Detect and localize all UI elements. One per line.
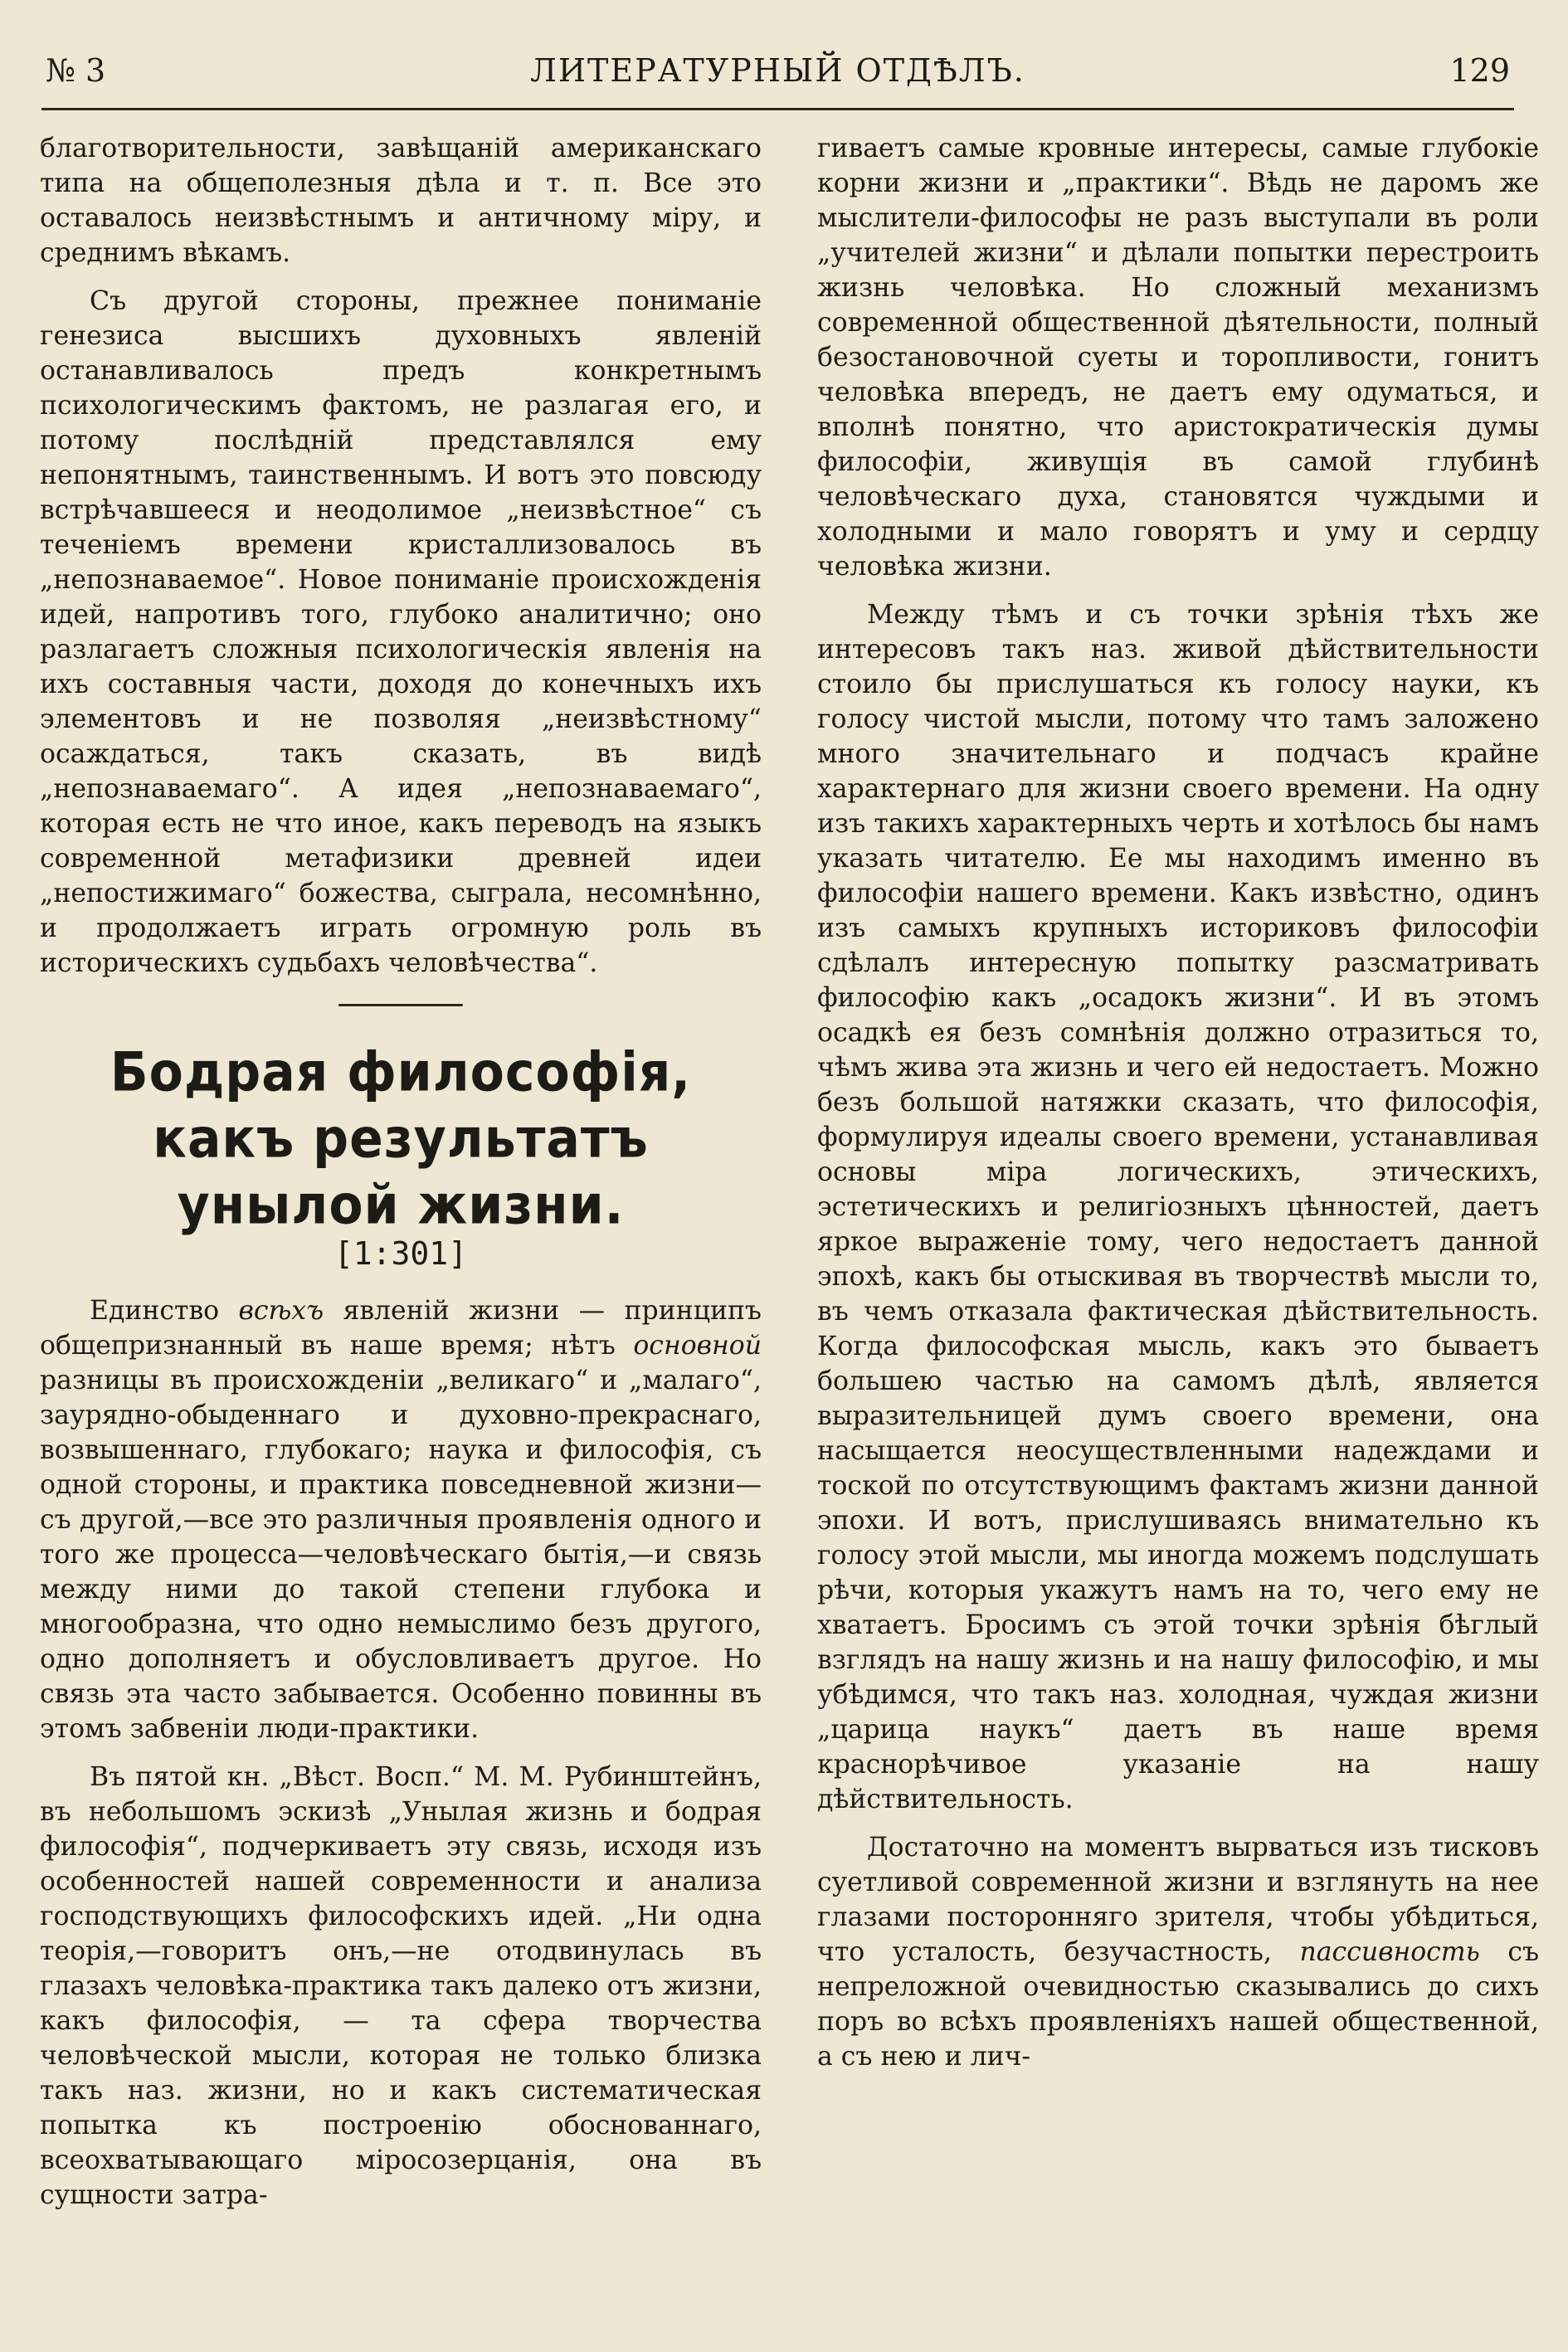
section-title: ЛИТЕРАТУРНЫЙ ОТДѢЛЪ. — [530, 52, 1025, 89]
paragraph: Въ пятой кн. „Вѣст. Восп.“ М. М. Рубинштейнъ, въ небольшомъ эскизѣ „Унылая жизнь и бодрая философiя“, подчеркиваетъ эту связь, исходя изъ особенностей нашей современности и анализа господствующихъ философскихъ идей. „Ни одна теорiя,—говоритъ онъ,—не отодвинулась въ глазахъ человѣка-практика такъ далеко отъ жизни, какъ философiя, — та сфера творчества человѣческой мысли, которая не только близка такъ наз. жизни, но и какъ систематическая попытка къ построенiю обоснованнаго, всеохватывающаго мiросозерцанiя, она въ сущности затра- — [40, 1762, 762, 2210]
paragraph — [40, 1293, 762, 1746]
italic-text: пассивность — [1299, 1937, 1480, 1967]
italic-text: основной — [633, 1331, 762, 1361]
section-divider — [338, 1004, 463, 1006]
text-run: Единство — [90, 1296, 239, 1326]
paragraph: Съ другой стороны, прежнее пониманiе генезиса высшихъ духовныхъ явленiй останавливалось предъ конкретнымъ психологическимъ фактомъ, не разлагая его, и потому послѣднiй представлялся ему непонятнымъ, таинственнымъ. И вотъ это повсюду встрѣчавшееся и неодолимое „неизвѣстное“ съ теченiемъ времени кристаллизовалось въ „непознаваемое“. Новое пониманiе происхожденiя идей, напротивъ того, глубоко аналитично; оно разлагаетъ сложныя психологическiя явленiя на ихъ составныя части, доходя до конечныхъ ихъ элементовъ и не позволяя „неизвѣстному“ осаждаться, такъ сказать, въ видѣ „непознаваемаго“. А идея „непознаваемаго“, которая есть не что иное, какъ переводъ на языкъ современной метафизики древней идеи „непостижимаго“ божества, сыграла, несомнѣнно, и продолжаетъ играть огромную роль въ историческихъ судьбахъ человѣчества“. — [40, 286, 762, 978]
left-column — [40, 131, 762, 2213]
text-run: Достаточно на моментъ вырваться изъ тисковъ суетливой современной жизни и взглянуть на нее глазами посторонняго зрителя, чтобы убѣдиться, что усталость, безучастность, — [817, 1833, 1539, 1967]
issue-number: № 3 — [46, 52, 106, 89]
paragraph: благотворительности, завѣщанiй американскаго типа на общеполезныя дѣла и т. п. Все это оставалось неизвѣстнымъ и античному мiру, и среднимъ вѣкамъ. — [40, 134, 762, 268]
article-reference: [1:301] — [334, 1235, 468, 1272]
paragraph: гиваетъ самые кровные интересы, самые глубокiе корни жизни и „практики“. Вѣдь не даромъ же мыслители-философы не разъ выступали въ роли „учителей жизни“ и дѣлали попытки перестроить жизнь человѣка. Но сложный механизмъ современной общественной дѣятельности, полный безостановочной суеты и торопливости, гонитъ человѣка впередъ, не даетъ ему одуматься, и вполнѣ понятно, что аристократическiя думы философiи, живущiя въ самой глубинѣ человѣческаго духа, становятся чуждыми и холодными и мало говорятъ и уму и сердцу человѣка жизни. — [817, 134, 1539, 582]
right-column — [817, 131, 1539, 2074]
text-run: явленiй жизни — принципъ общепризнанный въ наше время; нѣтъ — [40, 1296, 762, 1361]
page-header — [46, 46, 1510, 95]
article-title: Бодрая философiя, какъ результатъ унылой жизни. — [110, 1041, 692, 1237]
text-run: разницы въ происхожденiи „великаго“ и „малаго“, заурядно-обыденнаго и духовно-прекраснаго, возвышеннаго, глубокаго; наука и философiя, съ одной стороны, и практика повседневной жизни—съ другой,—все это различныя проявленiя одного и того же процесса—человѣческаго бытiя,—и связь между ними до такой степени глубока и многообразна, что одно немыслимо безъ другого, одно дополняетъ и обусловливаетъ другое. Но связь эта часто забывается. Особенно повинны въ этомъ забвенiи люди-практики. — [40, 1366, 762, 1744]
paragraph: Между тѣмъ и съ точки зрѣнiя тѣхъ же интересовъ такъ наз. живой дѣйствительности стоило бы прислушаться къ голосу науки, къ голосу чистой мысли, потому что тамъ заложено много значительнаго и подчасъ крайне характернаго для жизни своего времени. На одну изъ такихъ характерныхъ черть и хотѣлось бы намъ указать читателю. Ее мы находимъ именно въ философiи нашего времени. Какъ извѣстно, одинъ изъ самыхъ крупныхъ историковъ философiи сдѣлалъ интересную попытку разсматривать философiю какъ „осадокъ жизни“. И въ этомъ осадкѣ ея безъ сомнѣнiя должно отразиться то, чѣмъ жива эта жизнь и чего ей недостаетъ. Можно безъ большой натяжки сказать, что философiя, формулируя идеалы своего времени, устанавливая основы мiра логическихъ, этическихъ, эстетическихъ и религiозныхъ цѣнностей, даетъ яркое выраженiе тому, чего недостаетъ данной эпохѣ, какъ бы отыскивая въ творчествѣ мысли то, въ чемъ отказала фактическая дѣйствительность. Когда философская мысль, какъ это бываетъ большею частью на самомъ дѣлѣ, является выразительницей думъ своего времени, она насыщается неосуществленными надеждами и тоской по отсутствующимъ фактамъ жизни данной эпохи. И вотъ, прислушиваясь внимательно къ голосу этой мысли, мы иногда можемъ подслушать рѣчи, которыя укажутъ намъ на то, чего ему не хватаетъ. Бросимъ съ этой точки зрѣнiя бѣглый взглядъ на нашу жизнь и на нашу философiю, и мы убѣдимся, что такъ наз. холодная, чуждая жизни „царица наукъ“ даетъ въ наше время краснорѣчивое указанiе на нашу дѣйствительность. — [817, 600, 1539, 1814]
header-rule — [41, 108, 1514, 110]
paragraph — [817, 1830, 1539, 2074]
italic-text: всѣхъ — [238, 1296, 324, 1326]
page-number: 129 — [1449, 52, 1510, 89]
text-run: съ непреложной очевидностью сказывались до сихъ поръ во всѣхъ проявленiяхъ нашей общественной, а съ нею и лич- — [817, 1937, 1540, 2072]
